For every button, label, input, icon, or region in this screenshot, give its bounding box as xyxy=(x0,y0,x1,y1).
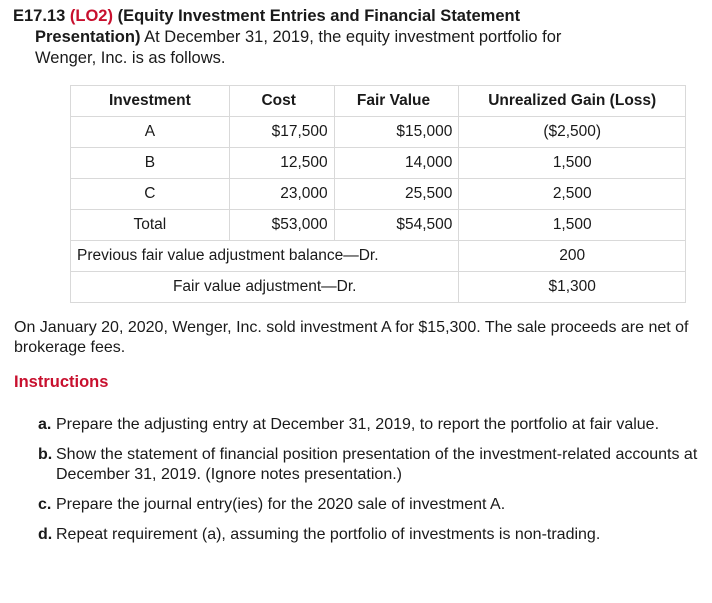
instructions-list xyxy=(38,415,706,555)
table-row-previous-balance xyxy=(71,241,686,272)
header-unrealized: Unrealized Gain (Loss) xyxy=(459,86,686,117)
portfolio-table xyxy=(70,85,686,303)
previous-balance-value: 200 xyxy=(459,241,686,272)
table-row xyxy=(71,117,686,148)
cell-cost: $17,500 xyxy=(229,117,334,148)
cell-unrealized: ($2,500) xyxy=(459,117,686,148)
item-text: Repeat requirement (a), assuming the portfolio of investments is non-trading. xyxy=(56,526,601,543)
cell-cost: 23,000 xyxy=(229,179,334,210)
item-text: Show the statement of financial position presentation of the investment-related accounts at December 31, 2019. (Ignore notes presentation.) xyxy=(56,446,698,483)
list-item xyxy=(38,445,706,485)
exercise-title-cont: Presentation) xyxy=(35,28,141,46)
cell-unrealized: 1,500 xyxy=(459,210,686,241)
exercise-title: (Equity Investment Entries and Financial Statement xyxy=(117,7,521,25)
item-label: d. xyxy=(38,526,53,543)
instructions-heading: Instructions xyxy=(14,373,109,391)
learning-objective: (LO2) xyxy=(69,7,113,25)
item-label: b. xyxy=(38,446,53,463)
cell-unrealized: 1,500 xyxy=(459,148,686,179)
table-row-fair-value-adjustment xyxy=(71,272,686,303)
fair-value-adjustment-value: $1,300 xyxy=(459,272,686,303)
cell-fair-value: $15,000 xyxy=(334,117,459,148)
exercise-intro xyxy=(13,27,703,69)
exercise-number: E17.13 xyxy=(13,7,66,25)
item-text: Prepare the journal entry(ies) for the 2020 sale of investment A. xyxy=(56,496,506,513)
cell-investment: Total xyxy=(71,210,230,241)
table-header-row xyxy=(71,86,686,117)
fair-value-adjustment-label: Fair value adjustment—Dr. xyxy=(71,272,459,303)
list-item xyxy=(38,525,706,545)
cell-cost: $53,000 xyxy=(229,210,334,241)
table-row xyxy=(71,179,686,210)
intro-line-1: At December 31, 2019, the equity investment portfolio for xyxy=(140,28,562,46)
cell-investment: C xyxy=(71,179,230,210)
list-item xyxy=(38,495,706,515)
cell-fair-value: 14,000 xyxy=(334,148,459,179)
item-text: Prepare the adjusting entry at December 31, 2019, to report the portfolio at fair value. xyxy=(56,416,660,433)
cell-investment: B xyxy=(71,148,230,179)
cell-fair-value: 25,500 xyxy=(334,179,459,210)
header-cost: Cost xyxy=(229,86,334,117)
item-label: c. xyxy=(38,496,52,513)
cell-cost: 12,500 xyxy=(229,148,334,179)
cell-investment: A xyxy=(71,117,230,148)
sale-paragraph: On January 20, 2020, Wenger, Inc. sold investment A for $15,300. The sale proceeds are net of brokerage fees. xyxy=(14,319,689,356)
cell-unrealized: 2,500 xyxy=(459,179,686,210)
header-fair-value: Fair Value xyxy=(334,86,459,117)
item-label: a. xyxy=(38,416,52,433)
previous-balance-label: Previous fair value adjustment balance—Dr. xyxy=(71,241,459,272)
exercise-heading xyxy=(13,6,703,69)
table-row xyxy=(71,148,686,179)
intro-line-2: Wenger, Inc. is as follows. xyxy=(35,49,226,67)
cell-fair-value: $54,500 xyxy=(334,210,459,241)
list-item xyxy=(38,415,706,435)
header-investment: Investment xyxy=(71,86,230,117)
table-row-total xyxy=(71,210,686,241)
